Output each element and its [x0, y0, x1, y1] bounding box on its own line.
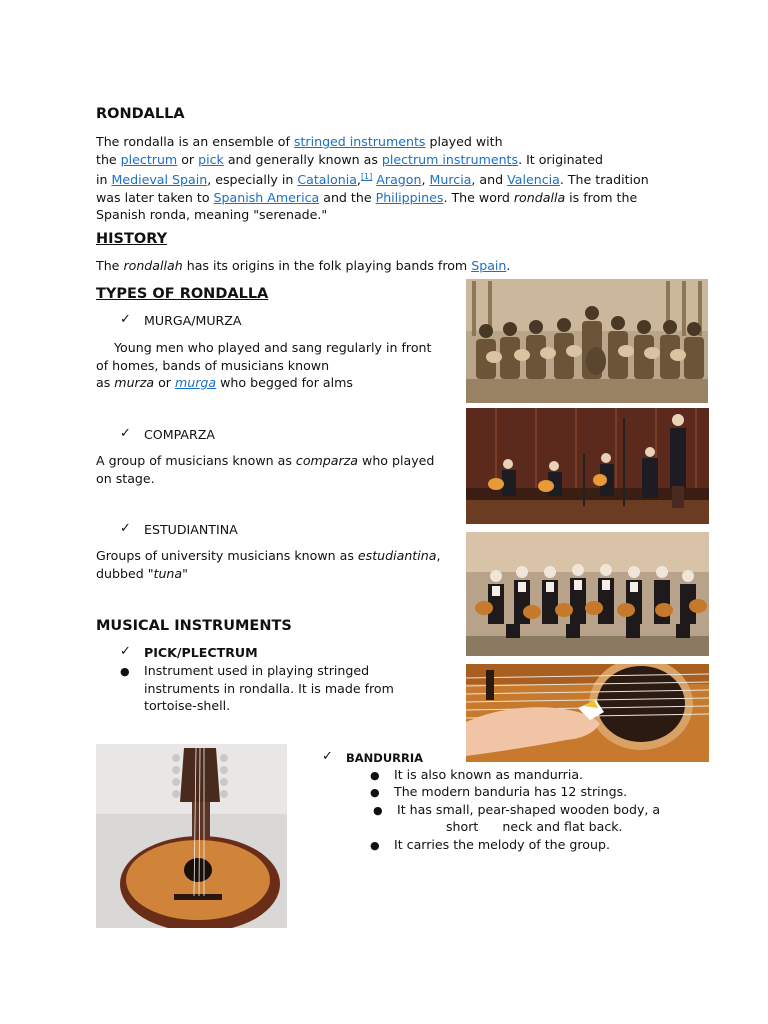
- link-philippines[interactable]: Philippines: [375, 189, 444, 205]
- instruments-heading: MUSICAL INSTRUMENTS: [96, 618, 292, 634]
- link-medieval-spain[interactable]: Medieval Spain: [111, 172, 208, 188]
- bullet-icon: ●: [370, 769, 380, 782]
- pick-label: PICK/PLECTRUM: [144, 645, 258, 660]
- bullet-icon: ●: [370, 839, 380, 852]
- bandurria-point-3: It has small, pear-shaped wooden body, a: [397, 802, 661, 817]
- link-plectrum-instruments[interactable]: plectrum instruments: [381, 151, 519, 167]
- check-icon: ✓: [120, 426, 131, 441]
- murga-photo: [466, 279, 708, 403]
- bullet-icon: ●: [120, 665, 130, 678]
- check-icon: ✓: [120, 644, 131, 659]
- bandurria-point-2: The modern banduria has 12 strings.: [394, 784, 628, 799]
- murga-description: Young men who played and sang regularly in front of homes, bands of musicians known as murza or murga who begged for alms: [96, 340, 432, 390]
- estudiantina-photo: [466, 532, 709, 656]
- link-stringed-instruments[interactable]: stringed instruments: [293, 134, 426, 149]
- link-plectrum[interactable]: plectrum: [120, 151, 178, 167]
- link-spain[interactable]: Spain: [471, 258, 507, 273]
- link-murcia[interactable]: Murcia: [429, 172, 472, 188]
- link-aragon[interactable]: Aragon: [376, 172, 422, 188]
- link-valencia[interactable]: Valencia: [507, 172, 560, 188]
- comparza-label: COMPARZA: [144, 427, 215, 442]
- bandurria-point-3-cont: short neck and flat back.: [446, 819, 623, 834]
- check-icon: ✓: [322, 749, 333, 764]
- estudiantina-description: Groups of university musicians known as estudiantina, dubbed "tuna": [96, 548, 441, 581]
- link-spanish-america[interactable]: Spanish America: [213, 189, 320, 205]
- link-pick[interactable]: pick: [198, 151, 224, 167]
- bullet-icon: ●: [370, 786, 380, 799]
- comparza-description: A group of musicians known as comparza who played on stage.: [96, 453, 435, 486]
- pick-description: Instrument used in playing stringed instruments in rondalla. It is made from tortoise-shell.: [144, 663, 394, 713]
- types-heading: TYPES OF RONDALLA: [96, 286, 269, 302]
- bandurria-label: BANDURRIA: [346, 751, 424, 765]
- check-icon: ✓: [120, 312, 131, 327]
- bandurria-photo: [96, 744, 287, 928]
- link-murga[interactable]: murga: [174, 375, 217, 390]
- history-heading: HISTORY: [96, 231, 168, 247]
- intro-paragraph: The rondalla is an ensemble of stringed instruments played with the plectrum or pick and generally known as plectrum instruments. It originated in Medieval Spain, especially in Catalonia,[1] Aragon, Murcia, and Valencia. The tradition was later taken to Spanish America and the Philippines. The word rondalla is from the Spanish ronda, meaning "serenade.": [96, 134, 649, 223]
- link-catalonia[interactable]: Catalonia: [297, 172, 357, 188]
- comparza-photo: [466, 408, 709, 524]
- check-icon: ✓: [120, 521, 131, 536]
- bandurria-point-1: It is also known as mandurria.: [394, 767, 584, 782]
- link-reference-1[interactable]: [1]: [360, 172, 373, 181]
- history-text: The rondallah has its origins in the folk playing bands from Spain.: [96, 258, 511, 273]
- bullet-icon: ●: [373, 804, 383, 817]
- page-title: RONDALLA: [96, 106, 185, 122]
- murga-label: MURGA/MURZA: [144, 313, 242, 328]
- pick-photo: [466, 664, 709, 762]
- estudiantina-label: ESTUDIANTINA: [144, 522, 238, 537]
- bandurria-point-4: It carries the melody of the group.: [394, 837, 610, 852]
